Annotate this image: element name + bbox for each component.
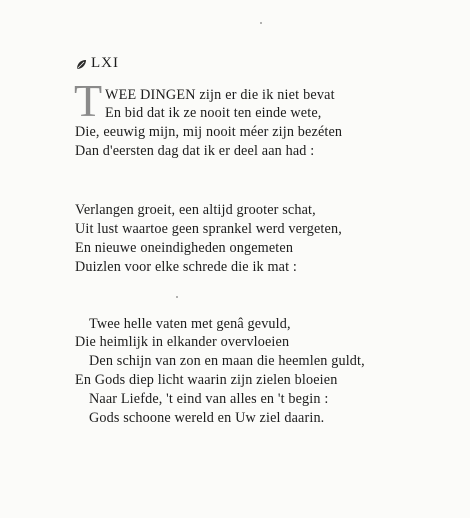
poem-line: Gods schoone wereld en Uw ziel daarin. <box>89 410 325 426</box>
paper-speck <box>260 22 262 24</box>
poem-line: En bid dat ik ze nooit ten einde wete, <box>105 105 322 121</box>
poem-line: Den schijn van zon en maan die heemlen guldt, <box>89 353 365 369</box>
drop-cap: T <box>74 75 103 126</box>
poem-line: Die heimlijk in elkander overvloeien <box>75 334 290 350</box>
poem-line: Die, eeuwig mijn, mij nooit méer zijn bezéten <box>75 124 343 140</box>
poem-line: Uit lust waartoe geen sprankel werd vergeten, <box>75 221 342 237</box>
poem-line: En Gods diep licht waarin zijn zielen bloeien <box>75 372 338 388</box>
poem-line: En nieuwe oneindigheden ongemeten <box>75 240 294 256</box>
poem-line-first: WEE DINGEN zijn er die ik niet bevat <box>105 87 335 103</box>
poem-line: Verlangen groeit, een altijd grooter schat, <box>75 202 316 218</box>
poem-line: Duizlen voor elke schrede die ik mat : <box>75 259 297 275</box>
poem-line: Naar Liefde, 't eind van alles en 't begin : <box>89 391 329 407</box>
leaf-icon <box>76 58 87 69</box>
poem-line: Dan d'eersten dag dat ik er deel aan had : <box>75 143 315 159</box>
section-number: LXI <box>91 54 119 71</box>
paper-speck <box>176 296 178 298</box>
poem-line: Twee helle vaten met genâ gevuld, <box>89 316 291 332</box>
section-heading <box>76 54 119 72</box>
